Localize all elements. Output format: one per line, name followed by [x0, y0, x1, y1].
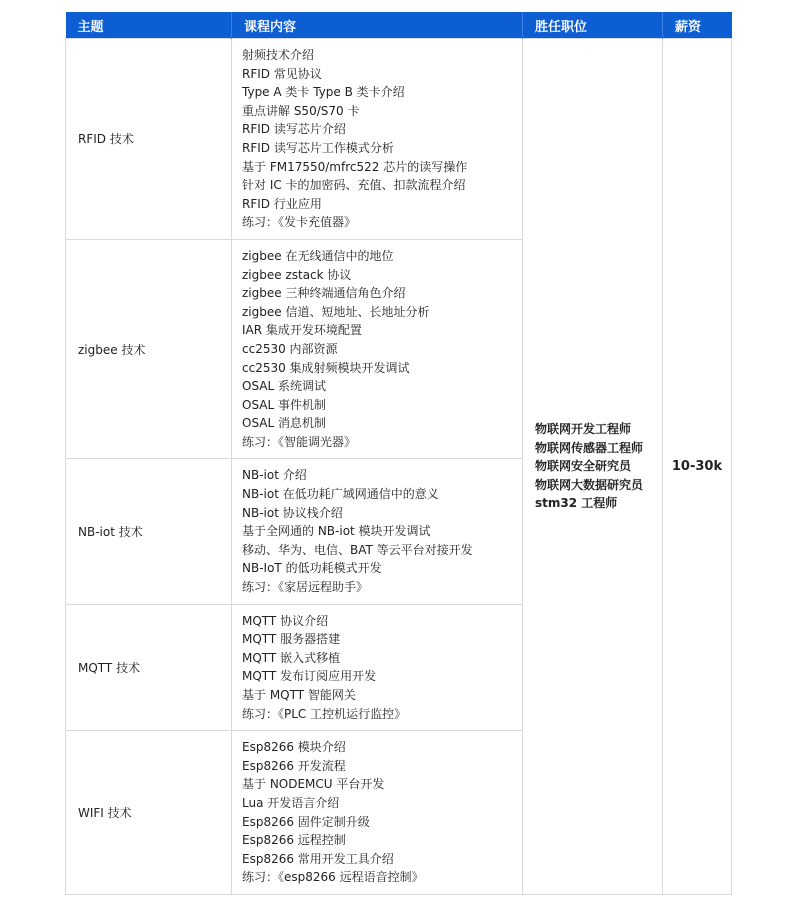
content-line: 基于 MQTT 智能网关 — [242, 688, 356, 702]
header-row — [66, 12, 732, 39]
content-line: Lua 开发语言介绍 — [242, 795, 340, 810]
content-cell — [232, 239, 523, 459]
content-line: Esp8266 模块介绍 — [242, 740, 346, 755]
curriculum-table — [65, 12, 732, 895]
header-positions: 胜任职位 — [523, 12, 663, 39]
content-line: NB-iot 协议栈介绍 — [242, 505, 343, 520]
topic-cell: RFID 技术 — [66, 39, 232, 240]
content-line: MQTT 协议介绍 — [242, 613, 329, 628]
content-line: zigbee zstack 协议 — [242, 267, 352, 282]
content-cell — [232, 604, 523, 731]
content-line: cc2530 集成射频模块开发调试 — [242, 360, 410, 375]
content-line: Esp8266 远程控制 — [242, 833, 346, 848]
content-line: OSAL 系统调试 — [242, 379, 326, 394]
position-item: stm32 工程师 — [535, 496, 618, 511]
content-line: 练习：《PLC 工控机运行监控》 — [242, 706, 407, 721]
content-line: 基于 FM17550/mfrc522 芯片的读写操作 — [242, 159, 468, 174]
content-line: Type A 类卡 Type B 类卡介绍 — [242, 85, 405, 100]
content-line: RFID 常见协议 — [242, 66, 322, 81]
content-line: zigbee 信道、短地址、长地址分析 — [242, 304, 430, 319]
content-line: Esp8266 常用开发工具介绍 — [242, 851, 394, 866]
content-line: 基于全网通的 NB-iot 模块开发调试 — [242, 524, 431, 539]
content-line: cc2530 内部资源 — [242, 341, 338, 356]
content-line: 移动、华为、电信、BAT 等云平台对接开发 — [242, 542, 473, 557]
content-line: 重点讲解 S50/S70 卡 — [242, 103, 360, 118]
content-line: 针对 IC 卡的加密码、充值、扣款流程介绍 — [242, 178, 466, 193]
content-line: RFID 行业应用 — [242, 196, 322, 211]
topic-cell: MQTT 技术 — [66, 604, 232, 731]
topic-cell: zigbee 技术 — [66, 239, 232, 459]
content-line: RFID 读写芯片介绍 — [242, 122, 346, 137]
content-line: 练习：《esp8266 远程语音控制》 — [242, 870, 424, 885]
positions-cell — [523, 39, 663, 895]
header-content: 课程内容 — [232, 12, 523, 39]
content-line: 练习：《发卡充值器》 — [242, 215, 357, 230]
content-line: RFID 读写芯片工作模式分析 — [242, 140, 394, 155]
header-topic: 主题 — [66, 12, 232, 39]
content-line: zigbee 三种终端通信角色介绍 — [242, 286, 406, 301]
content-line: NB-IoT 的低功耗模式开发 — [242, 561, 382, 576]
content-cell — [232, 459, 523, 604]
content-line: NB-iot 在低功耗广域网通信中的意义 — [242, 487, 439, 502]
content-line: 练习：《家居远程助手》 — [242, 580, 369, 595]
content-cell — [232, 39, 523, 240]
content-line: OSAL 消息机制 — [242, 416, 326, 431]
content-line: MQTT 服务器搭建 — [242, 632, 341, 647]
content-line: Esp8266 固件定制升级 — [242, 814, 370, 829]
topic-cell: NB-iot 技术 — [66, 459, 232, 604]
table-row — [66, 39, 732, 240]
content-line: 练习：《智能调光器》 — [242, 434, 357, 449]
content-line: MQTT 发布订阅应用开发 — [242, 669, 377, 684]
position-item: 物联网大数据研究员 — [535, 477, 644, 492]
content-cell — [232, 731, 523, 895]
content-line: 射频技术介绍 — [242, 48, 315, 62]
content-line: 基于 NODEMCU 平台开发 — [242, 777, 385, 792]
content-line: NB-iot 介绍 — [242, 468, 307, 483]
position-item: 物联网安全研究员 — [535, 459, 632, 474]
header-salary: 薪资 — [663, 12, 732, 39]
topic-cell: WIFI 技术 — [66, 731, 232, 895]
salary-cell: 10-30k — [663, 39, 732, 895]
content-line: zigbee 在无线通信中的地位 — [242, 248, 394, 263]
content-line: OSAL 事件机制 — [242, 397, 326, 412]
content-line: IAR 集成开发环境配置 — [242, 323, 362, 338]
content-line: MQTT 嵌入式移植 — [242, 650, 341, 665]
content-line: Esp8266 开发流程 — [242, 758, 346, 773]
position-item: 物联网传感器工程师 — [535, 440, 644, 455]
position-item: 物联网开发工程师 — [535, 422, 632, 437]
